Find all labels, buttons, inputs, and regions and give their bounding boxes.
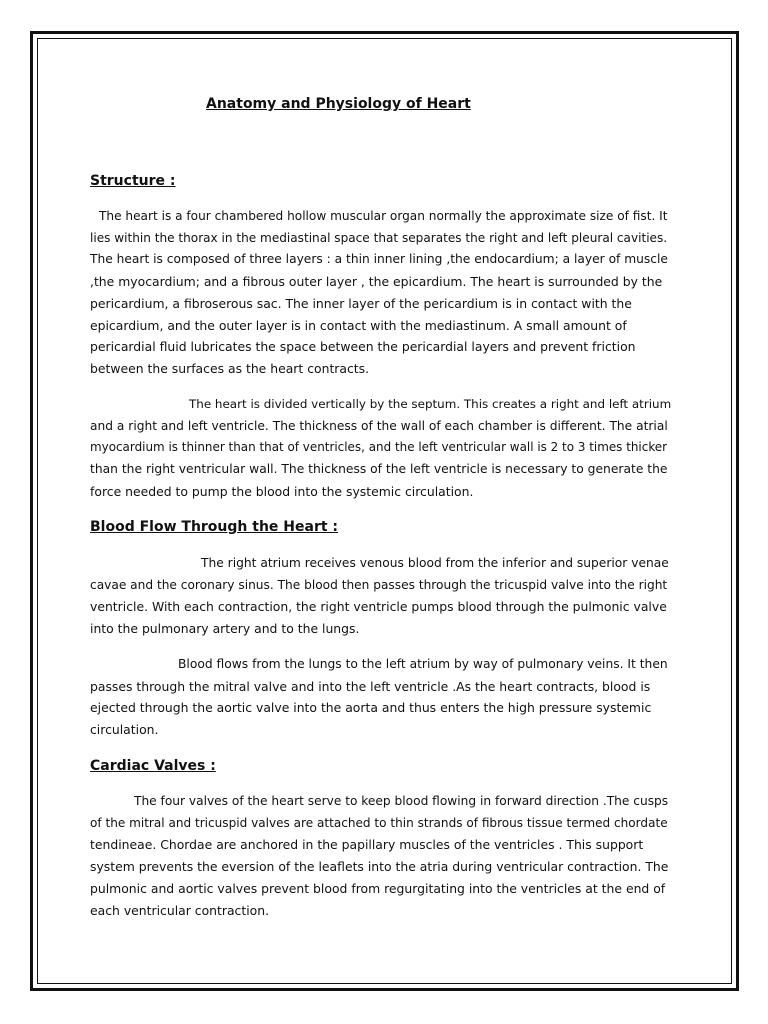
- paragraph-line: ,the myocardium; and a fibrous outer layer , the epicardium. The heart is surrounded by the: [90, 274, 663, 290]
- paragraph-line: each ventricular contraction.: [90, 902, 270, 918]
- paragraph-line: pericardium, a fibroserous sac. The inner layer of the pericardium is in contact with the: [90, 295, 632, 311]
- paragraph-line: of the mitral and tricuspid valves are attached to thin strands of fibrous tissue termed chordate: [90, 815, 668, 830]
- paragraph-cardiac-valves-1: [90, 791, 670, 921]
- paragraph-line: system prevents the eversion of the leaflets into the atria during ventricular contraction. The: [90, 859, 669, 875]
- section-heading-blood-flow: Blood Flow Through the Heart :: [90, 519, 339, 535]
- paragraph-structure-2: [90, 394, 670, 503]
- paragraph-line: The heart is composed of three layers : a thin inner lining ,the endocardium; a layer of muscle: [90, 252, 668, 267]
- paragraph-line: pulmonic and aortic valves prevent blood from regurgitating into the ventricles at the end of: [90, 880, 666, 896]
- document-title: Anatomy and Physiology of Heart: [206, 96, 471, 112]
- paragraph-line: into the pulmonary artery and to the lungs.: [90, 621, 360, 637]
- paragraph-line: The heart is divided vertically by the septum. This creates a right and left atrium: [189, 397, 672, 411]
- section-heading-cardiac-valves: Cardiac Valves :: [90, 758, 216, 774]
- paragraph-line: and a right and left ventricle. The thickness of the wall of each chamber is different. The atrial: [90, 418, 668, 433]
- paragraph-line: cavae and the coronary sinus. The blood then passes through the tricuspid valve into the right: [90, 577, 668, 592]
- paragraph-line: passes through the mitral valve and into the left ventricle .As the heart contracts, blood is: [90, 678, 651, 694]
- paragraph-line: lies within the thorax in the mediastinal space that separates the right and left pleural cavities.: [90, 230, 668, 245]
- paragraph-line: than the right ventricular wall. The thickness of the left ventricle is necessary to generate the: [90, 462, 668, 477]
- paragraph-line: epicardium, and the outer layer is in contact with the mediastinum. A small amount of: [90, 317, 627, 333]
- paragraph-line: The four valves of the heart serve to keep blood flowing in forward direction .The cusps: [134, 794, 669, 808]
- paragraph-line: Blood flows from the lungs to the left atrium by way of pulmonary veins. It then: [178, 657, 668, 671]
- paragraph-line: force needed to pump the blood into the systemic circulation.: [90, 483, 474, 499]
- paragraph-line: ejected through the aortic valve into the aorta and thus enters the high pressure systemic: [90, 700, 652, 716]
- paragraph-line: circulation.: [90, 722, 159, 738]
- paragraph-line: pericardial fluid lubricates the space between the pericardial layers and prevent friction: [90, 339, 636, 355]
- paragraph-line: myocardium is thinner than that of ventricles, and the left ventricular wall is 2 to 3 times thicker: [90, 440, 668, 455]
- paragraph-blood-flow-1: [90, 553, 670, 640]
- paragraph-blood-flow-2: [90, 654, 670, 741]
- paragraph-line: ventricle. With each contraction, the right ventricle pumps blood through the pulmonic valve: [90, 599, 667, 615]
- paragraph-line: The right atrium receives venous blood from the inferior and superior venae: [201, 556, 669, 570]
- paragraph-line: between the surfaces as the heart contracts.: [90, 360, 370, 376]
- paragraph-line: The heart is a four chambered hollow muscular organ normally the approximate size of fist. It: [99, 209, 668, 223]
- section-heading-structure: Structure :: [90, 173, 176, 189]
- paragraph-line: tendineae. Chordae are anchored in the papillary muscles of the ventricles . This support: [90, 837, 644, 853]
- paragraph-structure-1: [90, 206, 670, 380]
